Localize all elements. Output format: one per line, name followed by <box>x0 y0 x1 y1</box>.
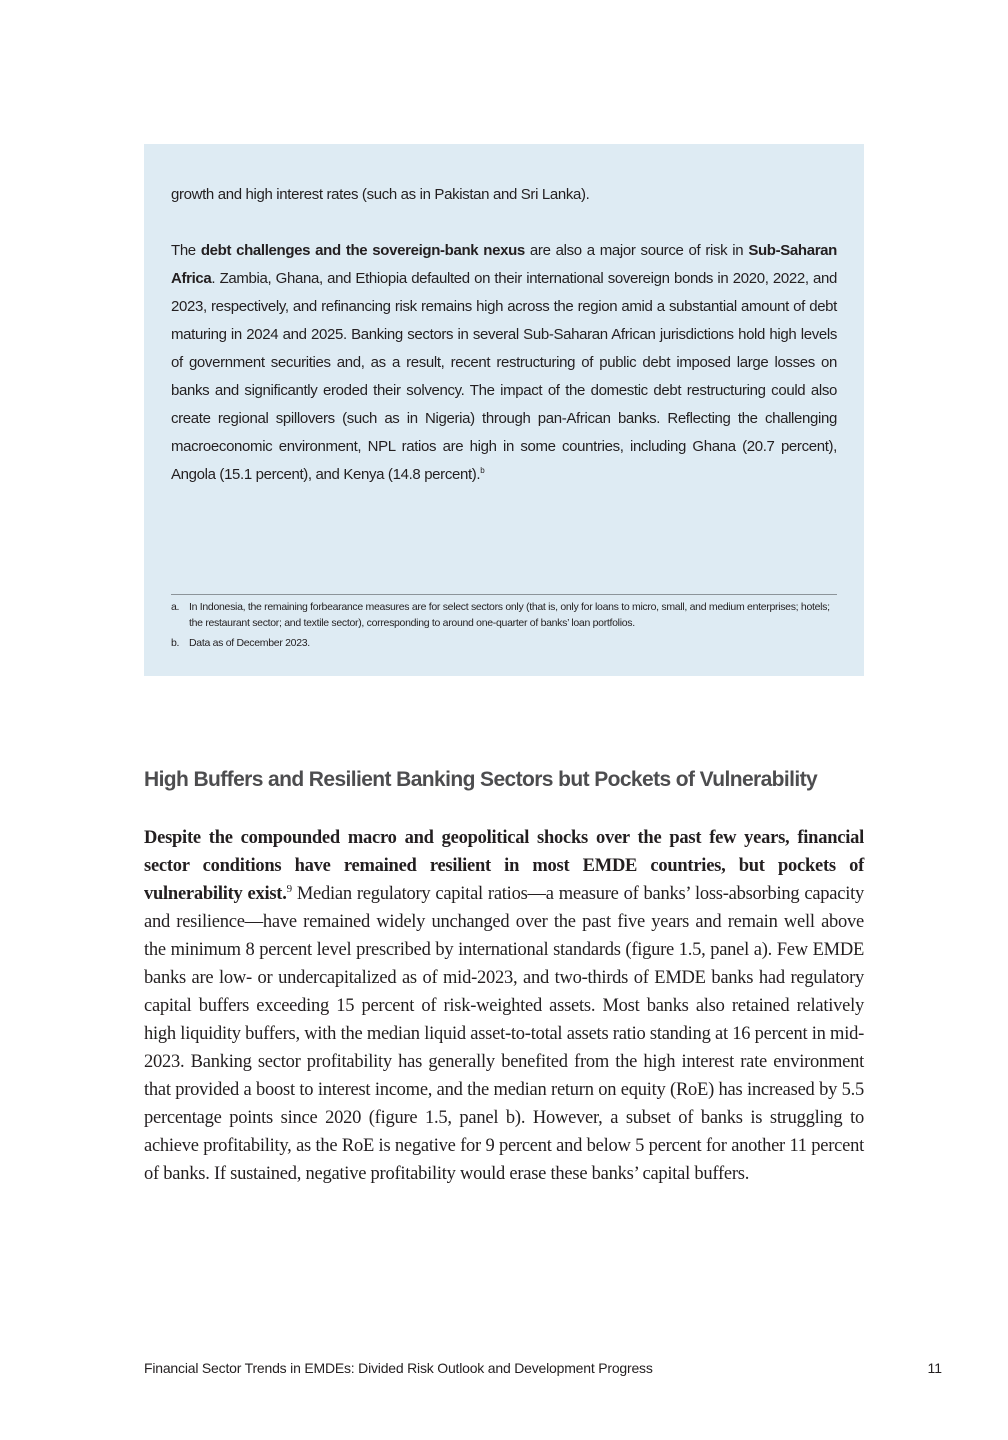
footer-title: Financial Sector Trends in EMDEs: Divided Risk Outlook and Development Progress <box>144 1360 653 1376</box>
box-text-span: are also a major source of risk in <box>524 242 749 259</box>
page-number: 11 <box>927 1360 942 1376</box>
box-paragraph-1: growth and high interest rates (such as in Pakistan and Sri Lanka). <box>171 186 590 203</box>
box-text-span: . Zambia, Ghana, and Ethiopia defaulted on their international sovereign bonds in 2020, 2022, and 2023, respectively, and refinancing risk remains high across the region amid a substantial amount of debt maturing in 2024 and 2025. Banking sectors in several Sub-Saharan African jurisdictions hold high levels of government securities and, as a result, recent restructuring of public debt imposed large losses on banks and significantly eroded their solvency. The impact of the domestic debt restructuring could also create regional spillovers (such as in Nigeria) through pan-African banks. Reflecting the challenging macroeconomic environment, NPL ratios are high in some countries, including Ghana (20.7 percent), Angola (15.1 percent), and Kenya (14.8 percent). <box>171 270 837 483</box>
footnote-text: In Indonesia, the remaining forbearance measures are for select sectors only (that is, only for loans to micro, small, and medium enterprises; hotels; the restaurant sector; and textile sector), corresponding to around one-quarter of banks’ loan portfolios. <box>189 601 830 629</box>
footnote-mark: a. <box>171 601 180 613</box>
footnote-mark: b. <box>171 637 180 649</box>
footnote-ref-9: 9 <box>286 883 292 895</box>
body-text-span: Median regulatory capital ratios—a measure of banks’ loss-absorbing capacity and resilience—have remained widely unchanged over the past five years and remain well above the minimum 8 percent level prescribed by international standards (figure 1.5, panel a). Few EMDE banks are low- or undercapitalized as of mid-2023, and two-thirds of EMDE banks had regulatory capital buffers exceeding 15 percent of risk-weighted assets. Most banks also retained relatively high liquidity buffers, with the median liquid asset-to-total assets ratio standing at 16 percent in mid-2023. Banking sector profitability has generally benefited from the high interest rate environment that provided a boost to interest income, and the median return on equity (RoE) has increased by 5.5 percentage points since 2020 (figure 1.5, panel b). However, a subset of banks is struggling to achieve profitability, as the RoE is negative for 9 percent and below 5 percent for another 11 percent of banks. If sustained, negative profitability would erase these banks’ capital buffers. <box>144 884 864 1184</box>
footnote-item <box>171 599 837 631</box>
box-paragraph-2 <box>171 237 837 489</box>
box-sidebar <box>144 144 864 676</box>
box-bold-span: debt challenges and the sovereign-bank nexus <box>200 242 525 259</box>
section-heading: High Buffers and Resilient Banking Sectors but Pockets of Vulnerability <box>144 768 818 791</box>
footnote-text: Data as of December 2023. <box>189 637 310 649</box>
footnote-ref-b: b <box>480 466 485 475</box>
body-paragraph <box>144 824 864 1188</box>
footnote-item <box>171 635 837 651</box>
lead-sentence: Despite the compounded macro and geopolitical shocks over the past few years, financial sector conditions have remained resilient in most EMDE countries, but pockets of vulnerability exist. <box>144 828 864 904</box>
box-footnotes <box>171 599 837 655</box>
box-bold-span: Sub-Saharan Africa <box>171 242 837 287</box>
box-text-span: The <box>171 242 201 259</box>
footnote-divider <box>171 594 837 595</box>
